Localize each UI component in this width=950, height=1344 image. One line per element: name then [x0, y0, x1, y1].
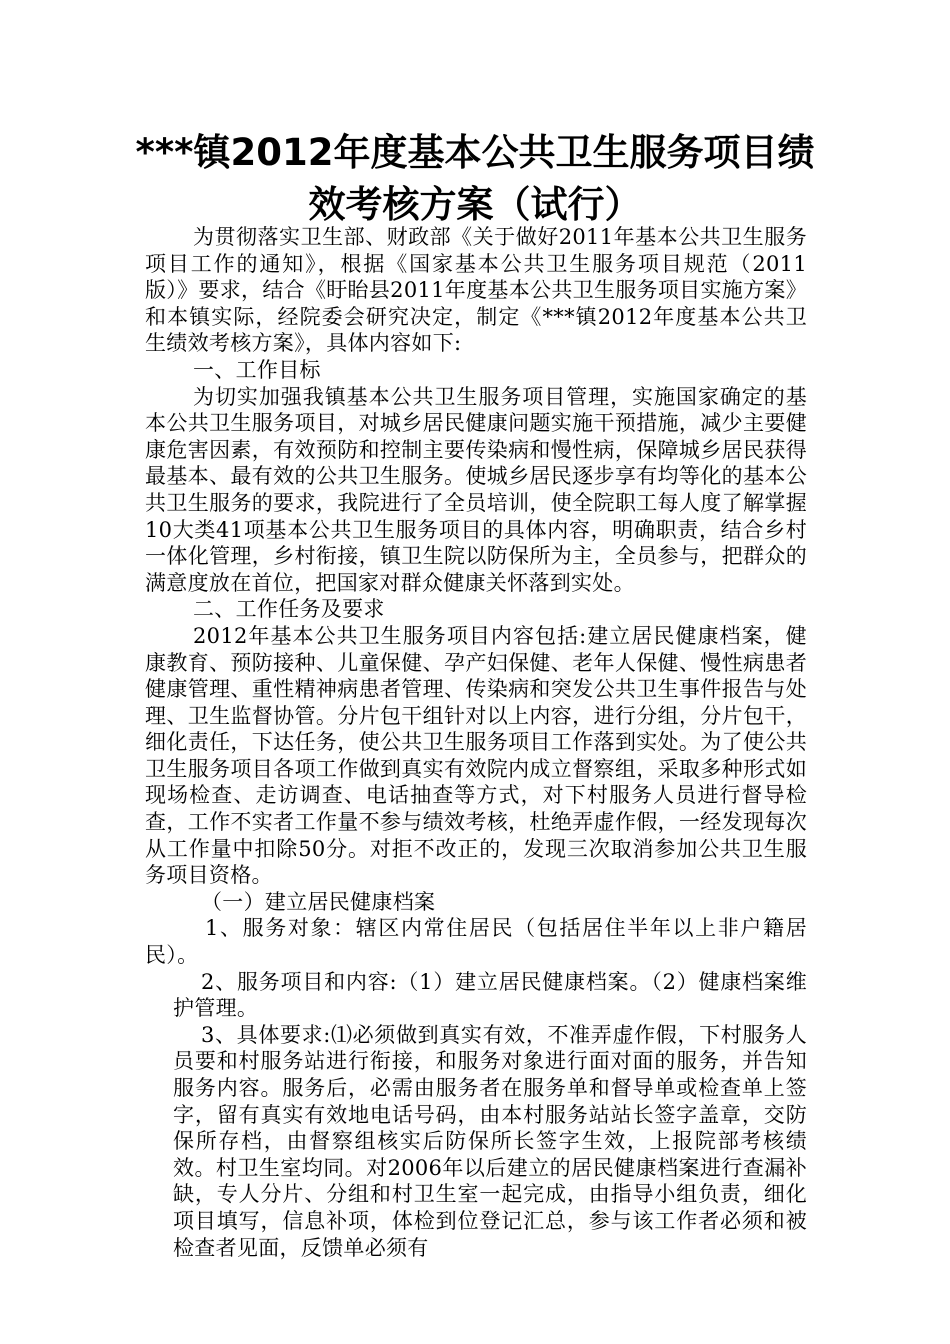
document-body [145, 224, 807, 1261]
item-2-service-content: 2、服务项目和内容:（1）建立居民健康档案。（2）健康档案维护管理。 [173, 969, 807, 1021]
document-title-line-1: ***镇2012年度基本公共卫生服务项目绩 [135, 131, 815, 174]
section-2-heading: 二、工作任务及要求 [193, 597, 385, 622]
subsection-1-heading: （一）建立居民健康档案 [201, 889, 436, 914]
document-title-line-2: 效考核方案（试行） [308, 183, 642, 226]
section-1-heading: 一、工作目标 [193, 357, 321, 382]
section-2-paragraph: 2012年基本公共卫生服务项目内容包括:建立居民健康档案，健康教育、预防接种、儿童保健、孕产妇保健、老年人保健、慢性病患者健康管理、重性精神病患者管理、传染病和突发公共卫生事件报告与处理、卫生监督协管。分片包干组针对以上内容，进行分组，分片包干，细化责任，下达任务，使公共卫生服务项目工作落到实处。为了使公共卫生服务项目各项工作做到真实有效院内成立督察组，采取多种形式如现场检查、走访调查、电话抽查等方式，对下村服务人员进行督导检查，工作不实者工作量不参与绩效考核，杜绝弄虚作假，一经发现每次从工作量中扣除50分。对拒不改正的，发现三次取消参加公共卫生服务项目资格。 [145, 623, 807, 888]
item-3-requirements: 3、具体要求:⑴必须做到真实有效，不准弄虚作假，下村服务人员要和村服务站进行衔接，和服务对象进行面对面的服务，并告知服务内容。服务后，必需由服务者在服务单和督导单或检查单上签字，留有真实有效地电话号码，由本村服务站站长签字盖章，交防保所存档，由督察组核实后防保所长签字生效，上报院部考核绩效。村卫生室均同。对2006年以后建立的居民健康档案进行查漏补缺，专人分片、分组和村卫生室一起完成，由指导小组负责，细化项目填写，信息补项，体检到位登记汇总，参与该工作者必须和被检查者见面，反馈单必须有 [173, 1022, 807, 1260]
item-1-service-target: 1、服务对象：辖区内常住居民（包括居住半年以上非户籍居民）。 [145, 916, 807, 968]
section-1-paragraph: 为切实加强我镇基本公共卫生服务项目管理，实施国家确定的基本公共卫生服务项目，对城乡居民健康问题实施干预措施，减少主要健康危害因素，有效预防和控制主要传染病和慢性病，保障城乡居民获得最基本、最有效的公共卫生服务。使城乡居民逐步享有均等化的基本公共卫生服务的要求，我院进行了全员培训，使全院职工每人度了解掌握10大类41项基本公共卫生服务项目的具体内容，明确职责，结合乡村一体化管理，乡村衔接，镇卫生院以防保所为主，全员参与，把群众的满意度放在首位，把国家对群众健康关怀落到实处。 [145, 384, 807, 595]
intro-paragraph: 为贯彻落实卫生部、财政部《关于做好2011年基本公共卫生服务项目工作的通知》，根据《国家基本公共卫生服务项目规范（2011版）》要求，结合《盱眙县2011年度基本公共卫生服务项目实施方案》和本镇实际，经院委会研究决定，制定《***镇2012年度基本公共卫生绩效考核方案》，具体内容如下: [145, 225, 807, 356]
